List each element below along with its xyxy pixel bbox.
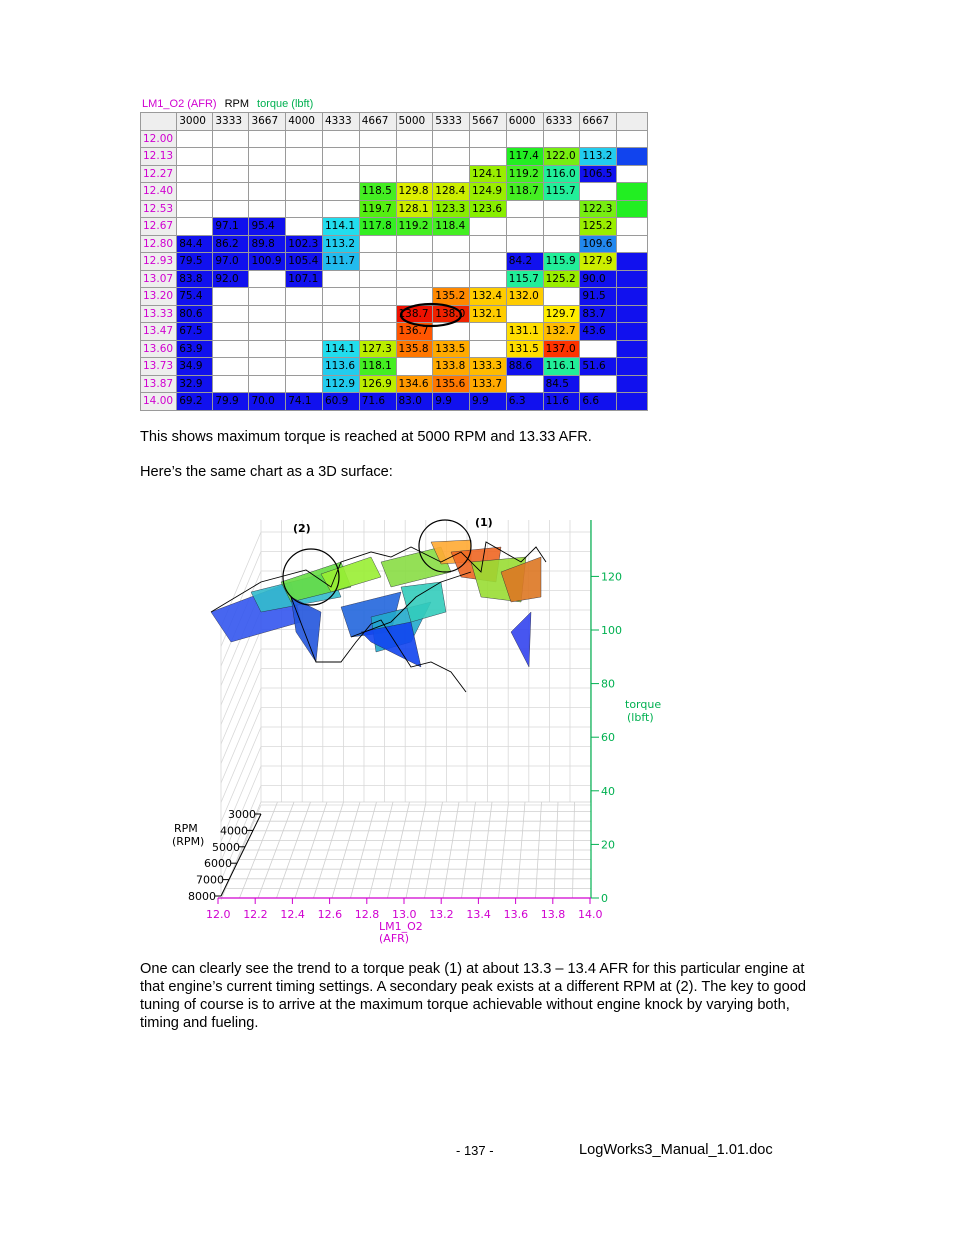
torque-cell: 119.2 bbox=[396, 218, 433, 236]
table-row bbox=[141, 288, 648, 306]
afr-tick-label: 13.6 bbox=[503, 908, 529, 921]
torque-cell: 132.0 bbox=[506, 288, 543, 306]
afr-axis-label-line1: LM1_O2 bbox=[379, 920, 423, 933]
torque-cell bbox=[543, 130, 580, 148]
torque-cell: 129.8 bbox=[396, 183, 433, 201]
torque-cell bbox=[359, 253, 396, 271]
torque-cell: 123.3 bbox=[433, 200, 470, 218]
torque-cell: 34.9 bbox=[177, 358, 213, 376]
afr-tick-label: 13.0 bbox=[392, 908, 417, 921]
torque-cell bbox=[470, 253, 507, 271]
torque-cell bbox=[506, 218, 543, 236]
torque-cell bbox=[396, 270, 433, 288]
afr-row-header: 12.93 bbox=[141, 253, 177, 271]
torque-cell bbox=[213, 148, 249, 166]
table-row bbox=[141, 148, 648, 166]
torque-cell bbox=[617, 305, 648, 323]
torque-cell: 92.0 bbox=[213, 270, 249, 288]
torque-cell bbox=[543, 288, 580, 306]
torque-cell: 116.0 bbox=[543, 165, 580, 183]
torque-cell: 125.2 bbox=[580, 218, 617, 236]
afr-tick-label: 13.4 bbox=[466, 908, 491, 921]
footer-page-number: - 137 - bbox=[456, 1143, 494, 1158]
paragraph-3d-intro: Here’s the same chart as a 3D surface: bbox=[140, 464, 393, 480]
torque-cell bbox=[322, 200, 359, 218]
torque-cell bbox=[396, 165, 433, 183]
annotation-1-label: (1) bbox=[475, 516, 493, 529]
torque-cell: 113.6 bbox=[322, 358, 359, 376]
torque-cell bbox=[177, 218, 213, 236]
torque-cell bbox=[543, 218, 580, 236]
torque-cell bbox=[177, 183, 213, 201]
torque-cell bbox=[286, 130, 323, 148]
torque-cell bbox=[617, 183, 648, 201]
torque-cell: 6.6 bbox=[580, 393, 617, 411]
torque-cell: 115.7 bbox=[506, 270, 543, 288]
torque-cell: 124.1 bbox=[470, 165, 507, 183]
torque-cell: 123.6 bbox=[470, 200, 507, 218]
torque-cell: 113.2 bbox=[580, 148, 617, 166]
table-row bbox=[141, 393, 648, 411]
torque-cell: 118.7 bbox=[506, 183, 543, 201]
table-row bbox=[141, 183, 648, 201]
torque-cell: 105.4 bbox=[286, 253, 323, 271]
torque-cell bbox=[249, 288, 286, 306]
torque-cell bbox=[286, 305, 323, 323]
torque-cell bbox=[213, 165, 249, 183]
torque-cell: 97.0 bbox=[213, 253, 249, 271]
torque-cell bbox=[213, 375, 249, 393]
torque-cell bbox=[213, 340, 249, 358]
torque-cell: 112.9 bbox=[322, 375, 359, 393]
torque-cell bbox=[286, 148, 323, 166]
torque-cell bbox=[322, 270, 359, 288]
torque-3d-surface-chart bbox=[141, 502, 673, 944]
rpm-column-header: 5000 bbox=[396, 113, 433, 131]
rpm-tick-label: 6000 bbox=[204, 857, 232, 871]
torque-table-panel bbox=[140, 96, 648, 412]
afr-row-header: 13.47 bbox=[141, 323, 177, 341]
torque-cell: 63.9 bbox=[177, 340, 213, 358]
torque-cell bbox=[359, 305, 396, 323]
torque-cell bbox=[322, 305, 359, 323]
rpm-column-header: 4667 bbox=[359, 113, 396, 131]
torque-cell: 84.5 bbox=[543, 375, 580, 393]
torque-cell: 126.9 bbox=[359, 375, 396, 393]
torque-cell: 11.6 bbox=[543, 393, 580, 411]
torque-cell bbox=[543, 200, 580, 218]
table-row bbox=[141, 340, 648, 358]
afr-tick-label: 12.8 bbox=[354, 908, 380, 921]
torque-cell: 107.1 bbox=[286, 270, 323, 288]
afr-row-header: 12.40 bbox=[141, 183, 177, 201]
torque-cell bbox=[286, 200, 323, 218]
legend-item: torque (lbft) bbox=[257, 98, 314, 110]
torque-cell: 106.5 bbox=[580, 165, 617, 183]
afr-row-header: 12.13 bbox=[141, 148, 177, 166]
torque-cell: 83.0 bbox=[396, 393, 433, 411]
afr-row-header: 13.87 bbox=[141, 375, 177, 393]
afr-row-header: 12.27 bbox=[141, 165, 177, 183]
torque-cell bbox=[433, 148, 470, 166]
torque-cell bbox=[617, 323, 648, 341]
rpm-axis-label-line2: (RPM) bbox=[172, 835, 205, 848]
rpm-tick-label: 7000 bbox=[196, 873, 224, 887]
torque-cell bbox=[396, 148, 433, 166]
torque-cell bbox=[506, 305, 543, 323]
torque-cell bbox=[470, 323, 507, 341]
torque-cell: 95.4 bbox=[249, 218, 286, 236]
torque-cell bbox=[433, 235, 470, 253]
torque-cell bbox=[506, 235, 543, 253]
afr-row-header: 12.80 bbox=[141, 235, 177, 253]
torque-cell: 116.1 bbox=[543, 358, 580, 376]
annotation-2-label: (2) bbox=[293, 522, 311, 535]
torque-cell: 125.2 bbox=[543, 270, 580, 288]
table-row bbox=[141, 218, 648, 236]
torque-cell bbox=[396, 358, 433, 376]
afr-tick-label: 12.6 bbox=[317, 908, 343, 921]
torque-cell bbox=[617, 270, 648, 288]
torque-cell bbox=[249, 323, 286, 341]
torque-cell: 83.7 bbox=[580, 305, 617, 323]
torque-cell: 9.9 bbox=[433, 393, 470, 411]
torque-cell bbox=[617, 235, 648, 253]
torque-cell bbox=[286, 375, 323, 393]
table-row bbox=[141, 165, 648, 183]
torque-cell bbox=[249, 375, 286, 393]
torque-cell: 86.2 bbox=[213, 235, 249, 253]
afr-tick-label: 12.0 bbox=[206, 908, 231, 921]
table-row bbox=[141, 358, 648, 376]
torque-cell bbox=[249, 270, 286, 288]
afr-tick-label: 12.4 bbox=[280, 908, 305, 921]
torque-cell bbox=[286, 165, 323, 183]
torque-cell: 79.9 bbox=[213, 393, 249, 411]
torque-cell bbox=[359, 270, 396, 288]
rpm-column-header bbox=[617, 113, 648, 131]
afr-row-header: 14.00 bbox=[141, 393, 177, 411]
rpm-column-header: 6000 bbox=[506, 113, 543, 131]
torque-cell: 6.3 bbox=[506, 393, 543, 411]
table-row bbox=[141, 305, 648, 323]
torque-cell: 118.1 bbox=[359, 358, 396, 376]
legend-item: LM1_O2 (AFR) bbox=[142, 98, 217, 110]
rpm-tick-label: 5000 bbox=[212, 840, 240, 854]
torque-cell bbox=[249, 148, 286, 166]
torque-cell: 119.7 bbox=[359, 200, 396, 218]
torque-cell: 32.9 bbox=[177, 375, 213, 393]
torque-cell: 97.1 bbox=[213, 218, 249, 236]
torque-cell: 90.0 bbox=[580, 270, 617, 288]
torque-axis-label-line1: torque bbox=[625, 698, 662, 711]
torque-cell: 114.1 bbox=[322, 340, 359, 358]
torque-cell bbox=[396, 235, 433, 253]
torque-cell: 134.6 bbox=[396, 375, 433, 393]
torque-cell: 128.1 bbox=[396, 200, 433, 218]
torque-cell bbox=[359, 235, 396, 253]
afr-row-header: 13.33 bbox=[141, 305, 177, 323]
rpm-column-header: 4333 bbox=[322, 113, 359, 131]
torque-cell bbox=[617, 340, 648, 358]
table-legend bbox=[142, 98, 321, 110]
torque-tick-label: 20 bbox=[601, 838, 615, 852]
torque-cell: 71.6 bbox=[359, 393, 396, 411]
torque-cell bbox=[396, 130, 433, 148]
afr-tick-label: 14.0 bbox=[578, 908, 603, 921]
torque-cell bbox=[433, 130, 470, 148]
rpm-column-header: 5333 bbox=[433, 113, 470, 131]
torque-cell bbox=[177, 200, 213, 218]
footer-document-name: LogWorks3_Manual_1.01.doc bbox=[579, 1142, 773, 1158]
torque-cell: 133.5 bbox=[433, 340, 470, 358]
legend-item: RPM bbox=[224, 98, 250, 110]
torque-cell bbox=[286, 218, 323, 236]
torque-cell: 122.0 bbox=[543, 148, 580, 166]
torque-cell bbox=[580, 130, 617, 148]
torque-cell bbox=[249, 305, 286, 323]
torque-cell: 102.3 bbox=[286, 235, 323, 253]
torque-cell: 115.7 bbox=[543, 183, 580, 201]
torque-cell: 84.4 bbox=[177, 235, 213, 253]
rpm-column-header: 4000 bbox=[286, 113, 323, 131]
torque-cell bbox=[249, 165, 286, 183]
torque-tick-label: 120 bbox=[601, 570, 622, 584]
torque-cell bbox=[177, 148, 213, 166]
torque-cell bbox=[322, 165, 359, 183]
torque-cell bbox=[359, 288, 396, 306]
afr-row-header: 13.60 bbox=[141, 340, 177, 358]
torque-cell: 118.5 bbox=[359, 183, 396, 201]
torque-cell bbox=[470, 130, 507, 148]
torque-tick-label: 60 bbox=[601, 731, 615, 745]
torque-cell: 113.2 bbox=[322, 235, 359, 253]
afr-row-header: 12.00 bbox=[141, 130, 177, 148]
rpm-tick-label: 8000 bbox=[188, 890, 216, 903]
torque-table bbox=[140, 112, 648, 411]
torque-cell: 69.2 bbox=[177, 393, 213, 411]
torque-cell bbox=[213, 200, 249, 218]
torque-cell bbox=[286, 288, 323, 306]
torque-cell bbox=[470, 218, 507, 236]
torque-cell bbox=[580, 340, 617, 358]
torque-cell: 131.5 bbox=[506, 340, 543, 358]
torque-cell: 117.4 bbox=[506, 148, 543, 166]
torque-cell: 133.7 bbox=[470, 375, 507, 393]
afr-row-header: 12.67 bbox=[141, 218, 177, 236]
torque-cell: 122.3 bbox=[580, 200, 617, 218]
torque-cell bbox=[359, 148, 396, 166]
torque-cell bbox=[617, 253, 648, 271]
torque-cell bbox=[177, 165, 213, 183]
torque-cell bbox=[396, 253, 433, 271]
rpm-column-header: 3000 bbox=[177, 113, 213, 131]
torque-cell bbox=[506, 130, 543, 148]
torque-cell: 88.6 bbox=[506, 358, 543, 376]
torque-cell: 138.0 bbox=[433, 305, 470, 323]
torque-cell: 127.9 bbox=[580, 253, 617, 271]
afr-row-header: 13.07 bbox=[141, 270, 177, 288]
afr-row-header: 12.53 bbox=[141, 200, 177, 218]
torque-cell bbox=[322, 323, 359, 341]
torque-cell bbox=[617, 165, 648, 183]
torque-cell: 100.9 bbox=[249, 253, 286, 271]
torque-cell bbox=[213, 183, 249, 201]
torque-cell bbox=[213, 358, 249, 376]
paragraph-conclusion: One can clearly see the trend to a torque peak (1) at about 13.3 – 13.4 AFR for this particular engine at that engine’s current timing settings. A secondary peak exists at a different RPM at (2). The key to good tuning of course is to arrive at the maximum torque achievable without engine knock by varying both, timing and fueling. bbox=[140, 961, 807, 1031]
torque-cell: 135.6 bbox=[433, 375, 470, 393]
torque-cell: 132.7 bbox=[543, 323, 580, 341]
torque-cell: 136.7 bbox=[396, 323, 433, 341]
afr-row-header: 13.20 bbox=[141, 288, 177, 306]
afr-tick-label: 13.2 bbox=[429, 908, 454, 921]
torque-cell bbox=[249, 183, 286, 201]
torque-cell bbox=[506, 375, 543, 393]
torque-cell bbox=[213, 305, 249, 323]
torque-cell: 51.6 bbox=[580, 358, 617, 376]
table-row bbox=[141, 130, 648, 148]
torque-cell: 109.6 bbox=[580, 235, 617, 253]
torque-cell: 74.1 bbox=[286, 393, 323, 411]
torque-cell bbox=[213, 130, 249, 148]
torque-cell: 115.9 bbox=[543, 253, 580, 271]
afr-tick-label: 12.2 bbox=[243, 908, 268, 921]
torque-cell: 43.6 bbox=[580, 323, 617, 341]
torque-cell: 117.8 bbox=[359, 218, 396, 236]
torque-cell bbox=[580, 375, 617, 393]
torque-cell bbox=[617, 200, 648, 218]
torque-cell bbox=[470, 340, 507, 358]
torque-cell bbox=[617, 288, 648, 306]
table-row bbox=[141, 235, 648, 253]
torque-cell: 131.1 bbox=[506, 323, 543, 341]
paragraph-max-torque: This shows maximum torque is reached at 5000 RPM and 13.33 AFR. bbox=[140, 429, 592, 445]
torque-cell bbox=[543, 235, 580, 253]
torque-cell: 111.7 bbox=[322, 253, 359, 271]
torque-cell bbox=[249, 358, 286, 376]
torque-cell: 128.4 bbox=[433, 183, 470, 201]
torque-cell bbox=[286, 323, 323, 341]
torque-tick-label: 100 bbox=[601, 624, 622, 637]
rpm-column-header: 6333 bbox=[543, 113, 580, 131]
torque-cell bbox=[580, 183, 617, 201]
torque-tick-label: 40 bbox=[601, 784, 615, 798]
torque-cell bbox=[617, 130, 648, 148]
torque-cell: 89.8 bbox=[249, 235, 286, 253]
torque-cell bbox=[433, 165, 470, 183]
afr-tick-label: 13.8 bbox=[540, 908, 566, 921]
torque-cell bbox=[213, 323, 249, 341]
torque-cell bbox=[359, 130, 396, 148]
table-row bbox=[141, 323, 648, 341]
table-row bbox=[141, 270, 648, 288]
torque-cell bbox=[433, 270, 470, 288]
torque-cell bbox=[470, 235, 507, 253]
afr-row-header: 13.73 bbox=[141, 358, 177, 376]
torque-cell: 114.1 bbox=[322, 218, 359, 236]
table-row bbox=[141, 375, 648, 393]
torque-cell bbox=[359, 323, 396, 341]
table-row bbox=[141, 200, 648, 218]
torque-cell bbox=[617, 375, 648, 393]
torque-tick-label: 0 bbox=[601, 892, 608, 905]
torque-cell: 60.9 bbox=[322, 393, 359, 411]
torque-cell: 83.8 bbox=[177, 270, 213, 288]
torque-cell bbox=[359, 165, 396, 183]
torque-cell: 119.2 bbox=[506, 165, 543, 183]
torque-cell: 132.1 bbox=[470, 305, 507, 323]
torque-cell bbox=[213, 288, 249, 306]
rpm-column-header: 3667 bbox=[249, 113, 286, 131]
torque-cell: 135.2 bbox=[433, 288, 470, 306]
torque-cell bbox=[617, 148, 648, 166]
rpm-axis-label-line1: RPM bbox=[174, 822, 198, 835]
torque-cell bbox=[617, 358, 648, 376]
torque-cell bbox=[286, 340, 323, 358]
torque-cell: 70.0 bbox=[249, 393, 286, 411]
torque-cell: 138.7 bbox=[396, 305, 433, 323]
torque-cell: 84.2 bbox=[506, 253, 543, 271]
torque-cell bbox=[286, 358, 323, 376]
torque-cell: 79.5 bbox=[177, 253, 213, 271]
torque-axis-label-line2: (lbft) bbox=[627, 711, 654, 724]
rpm-tick-label: 4000 bbox=[220, 824, 248, 838]
torque-tick-label: 80 bbox=[601, 677, 615, 691]
torque-cell bbox=[177, 130, 213, 148]
rpm-column-header: 5667 bbox=[470, 113, 507, 131]
torque-cell bbox=[322, 288, 359, 306]
torque-cell: 75.4 bbox=[177, 288, 213, 306]
torque-cell: 132.4 bbox=[470, 288, 507, 306]
torque-cell: 91.5 bbox=[580, 288, 617, 306]
torque-cell: 129.7 bbox=[543, 305, 580, 323]
torque-cell: 9.9 bbox=[470, 393, 507, 411]
torque-cell bbox=[322, 148, 359, 166]
torque-cell bbox=[286, 183, 323, 201]
torque-cell: 80.6 bbox=[177, 305, 213, 323]
torque-cell: 118.4 bbox=[433, 218, 470, 236]
table-corner bbox=[141, 113, 177, 131]
torque-cell bbox=[322, 183, 359, 201]
torque-cell: 133.3 bbox=[470, 358, 507, 376]
torque-cell bbox=[249, 340, 286, 358]
torque-cell bbox=[433, 253, 470, 271]
torque-cell bbox=[470, 148, 507, 166]
torque-cell bbox=[322, 130, 359, 148]
torque-cell bbox=[470, 270, 507, 288]
afr-axis-label-line2: (AFR) bbox=[379, 932, 410, 944]
torque-cell: 133.8 bbox=[433, 358, 470, 376]
torque-cell: 135.8 bbox=[396, 340, 433, 358]
rpm-column-header: 3333 bbox=[213, 113, 249, 131]
torque-cell bbox=[506, 200, 543, 218]
torque-cell: 124.9 bbox=[470, 183, 507, 201]
peak-highlight-ellipse bbox=[398, 301, 468, 331]
table-row bbox=[141, 253, 648, 271]
rpm-tick-label: 3000 bbox=[228, 808, 256, 821]
rpm-column-header: 6667 bbox=[580, 113, 617, 131]
torque-cell: 67.5 bbox=[177, 323, 213, 341]
torque-cell bbox=[617, 393, 648, 411]
torque-cell bbox=[617, 218, 648, 236]
torque-cell bbox=[249, 130, 286, 148]
torque-cell bbox=[249, 200, 286, 218]
torque-cell: 127.3 bbox=[359, 340, 396, 358]
torque-cell: 137.0 bbox=[543, 340, 580, 358]
